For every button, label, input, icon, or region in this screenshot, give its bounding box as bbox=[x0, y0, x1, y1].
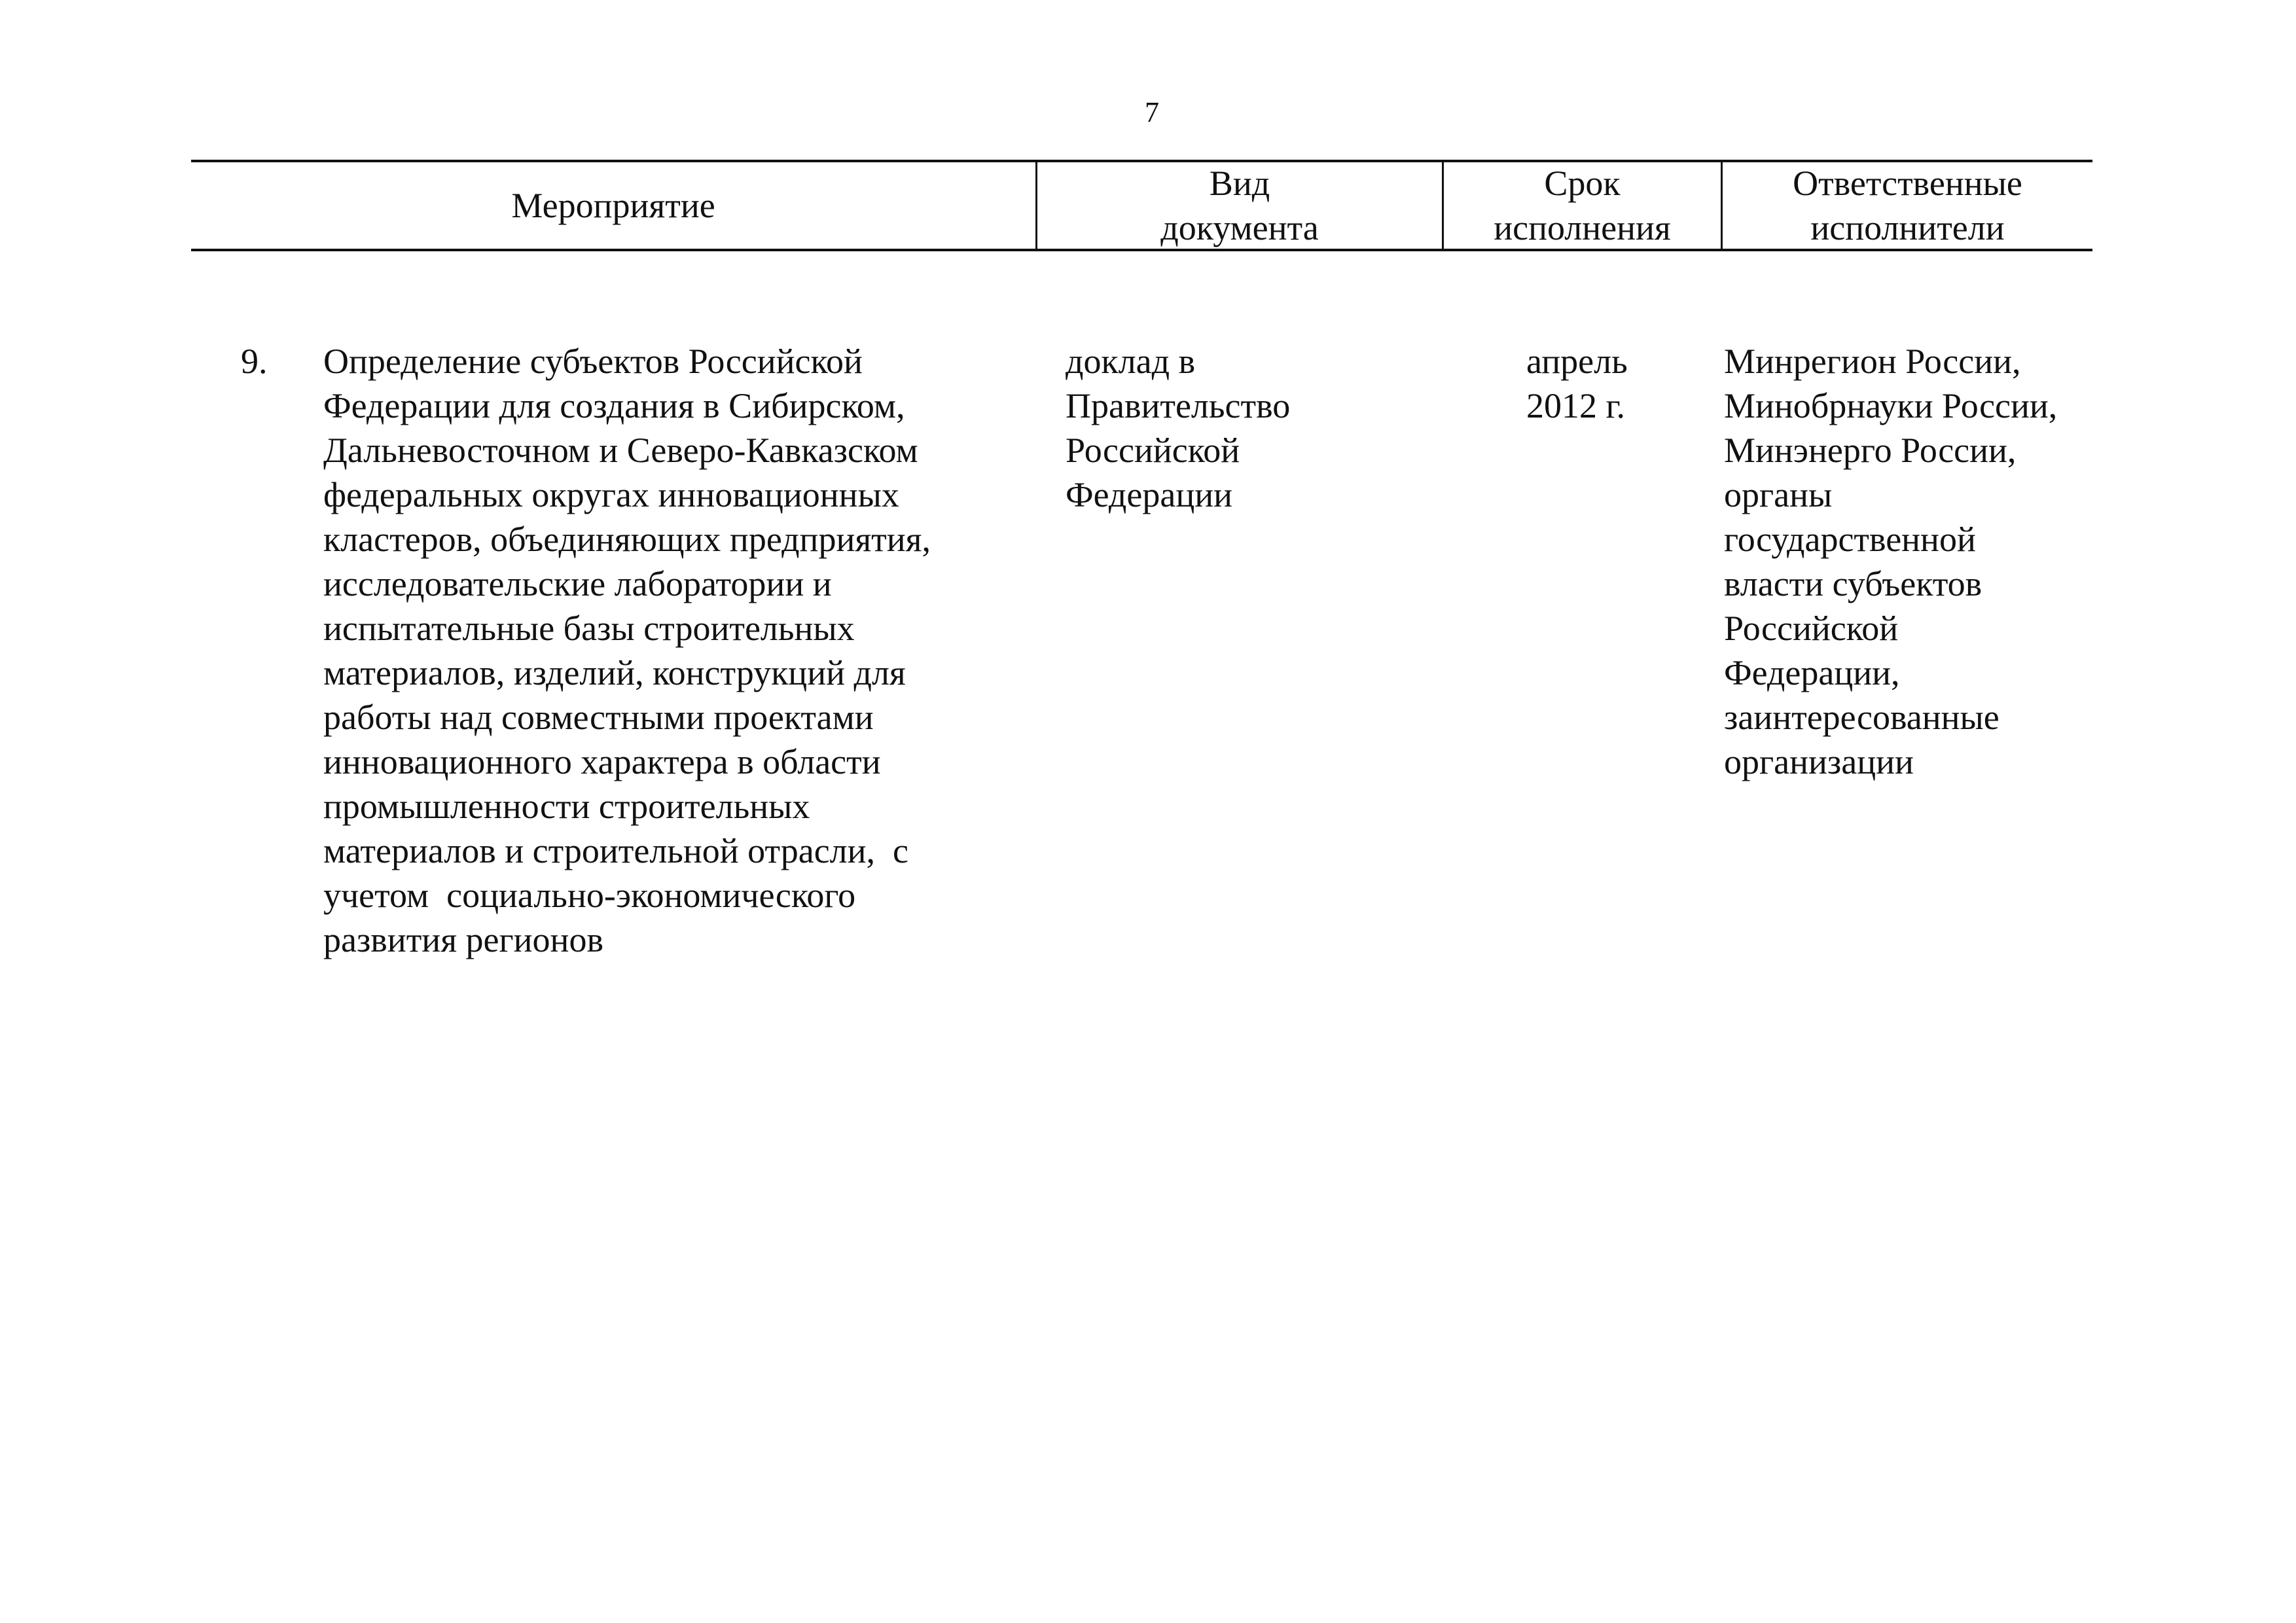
event-text-line: инновационного характера в области bbox=[323, 742, 881, 781]
header-responsible bbox=[1723, 161, 2092, 250]
event-text-line: Определение субъектов Российской bbox=[323, 342, 863, 381]
responsible-text-line: Федерации, bbox=[1724, 653, 1900, 692]
header-responsible-line: Ответственные bbox=[1793, 164, 2022, 203]
responsible-text-line: заинтересованные bbox=[1724, 698, 2000, 737]
event-text-line: Дальневосточном и Северо-Кавказском bbox=[323, 431, 918, 470]
doc-type-text-line: доклад в bbox=[1066, 342, 1196, 381]
event-text-line: федеральных округах инновационных bbox=[323, 475, 899, 514]
header-deadline bbox=[1444, 161, 1721, 250]
event-text-line: исследовательские лаборатории и bbox=[323, 564, 832, 603]
header-deadline-line: Срок bbox=[1544, 164, 1621, 203]
event-text-line: кластеров, объединяющих предприятия, bbox=[323, 520, 931, 559]
deadline-text-line: апрель bbox=[1526, 342, 1628, 381]
responsible-text-line: организации bbox=[1724, 742, 1914, 781]
responsible-text-line: Минобрнауки России, bbox=[1724, 386, 2058, 425]
header-event-label: Мероприятие bbox=[511, 186, 715, 225]
event-text-line: Федерации для создания в Сибирском, bbox=[323, 386, 905, 425]
header-deadline-line: исполнения bbox=[1494, 208, 1671, 247]
responsible-text-line: органы bbox=[1724, 475, 1833, 514]
event-text-line: учетом социально-экономического bbox=[323, 876, 856, 915]
header-doc-type bbox=[1037, 161, 1442, 250]
doc-type-text-line: Федерации bbox=[1066, 475, 1233, 514]
header-doc-type-line: Вид bbox=[1209, 164, 1270, 203]
cell-deadline bbox=[1526, 339, 1716, 428]
responsible-text-line: государственной bbox=[1724, 520, 1976, 559]
cell-event bbox=[323, 339, 1024, 962]
doc-type-text-line: Правительство bbox=[1066, 386, 1291, 425]
event-text-line: материалов и строительной отрасли, с bbox=[323, 831, 908, 870]
row-number: 9. bbox=[241, 342, 268, 381]
header-event bbox=[191, 161, 1035, 250]
page-number: 7 bbox=[1145, 96, 1159, 128]
event-text-line: материалов, изделий, конструкций для bbox=[323, 653, 906, 692]
responsible-text-line: Российской bbox=[1724, 609, 1899, 648]
event-text-line: промышленности строительных bbox=[323, 787, 810, 826]
cell-doc-type bbox=[1066, 339, 1432, 517]
cell-responsible bbox=[1724, 339, 2097, 784]
header-doc-type-line: документа bbox=[1160, 208, 1319, 247]
event-text-line: работы над совместными проектами bbox=[323, 698, 874, 737]
header-responsible-line: исполнители bbox=[1810, 208, 2005, 247]
responsible-text-line: Минрегион России, bbox=[1724, 342, 2021, 381]
responsible-text-line: Минэнерго России, bbox=[1724, 431, 2017, 470]
doc-type-text-line: Российской bbox=[1066, 431, 1240, 470]
deadline-text-line: 2012 г. bbox=[1526, 386, 1626, 425]
event-text-line: развития регионов bbox=[323, 920, 603, 959]
event-text-line: испытательные базы строительных bbox=[323, 609, 855, 648]
responsible-text-line: власти субъектов bbox=[1724, 564, 1982, 603]
